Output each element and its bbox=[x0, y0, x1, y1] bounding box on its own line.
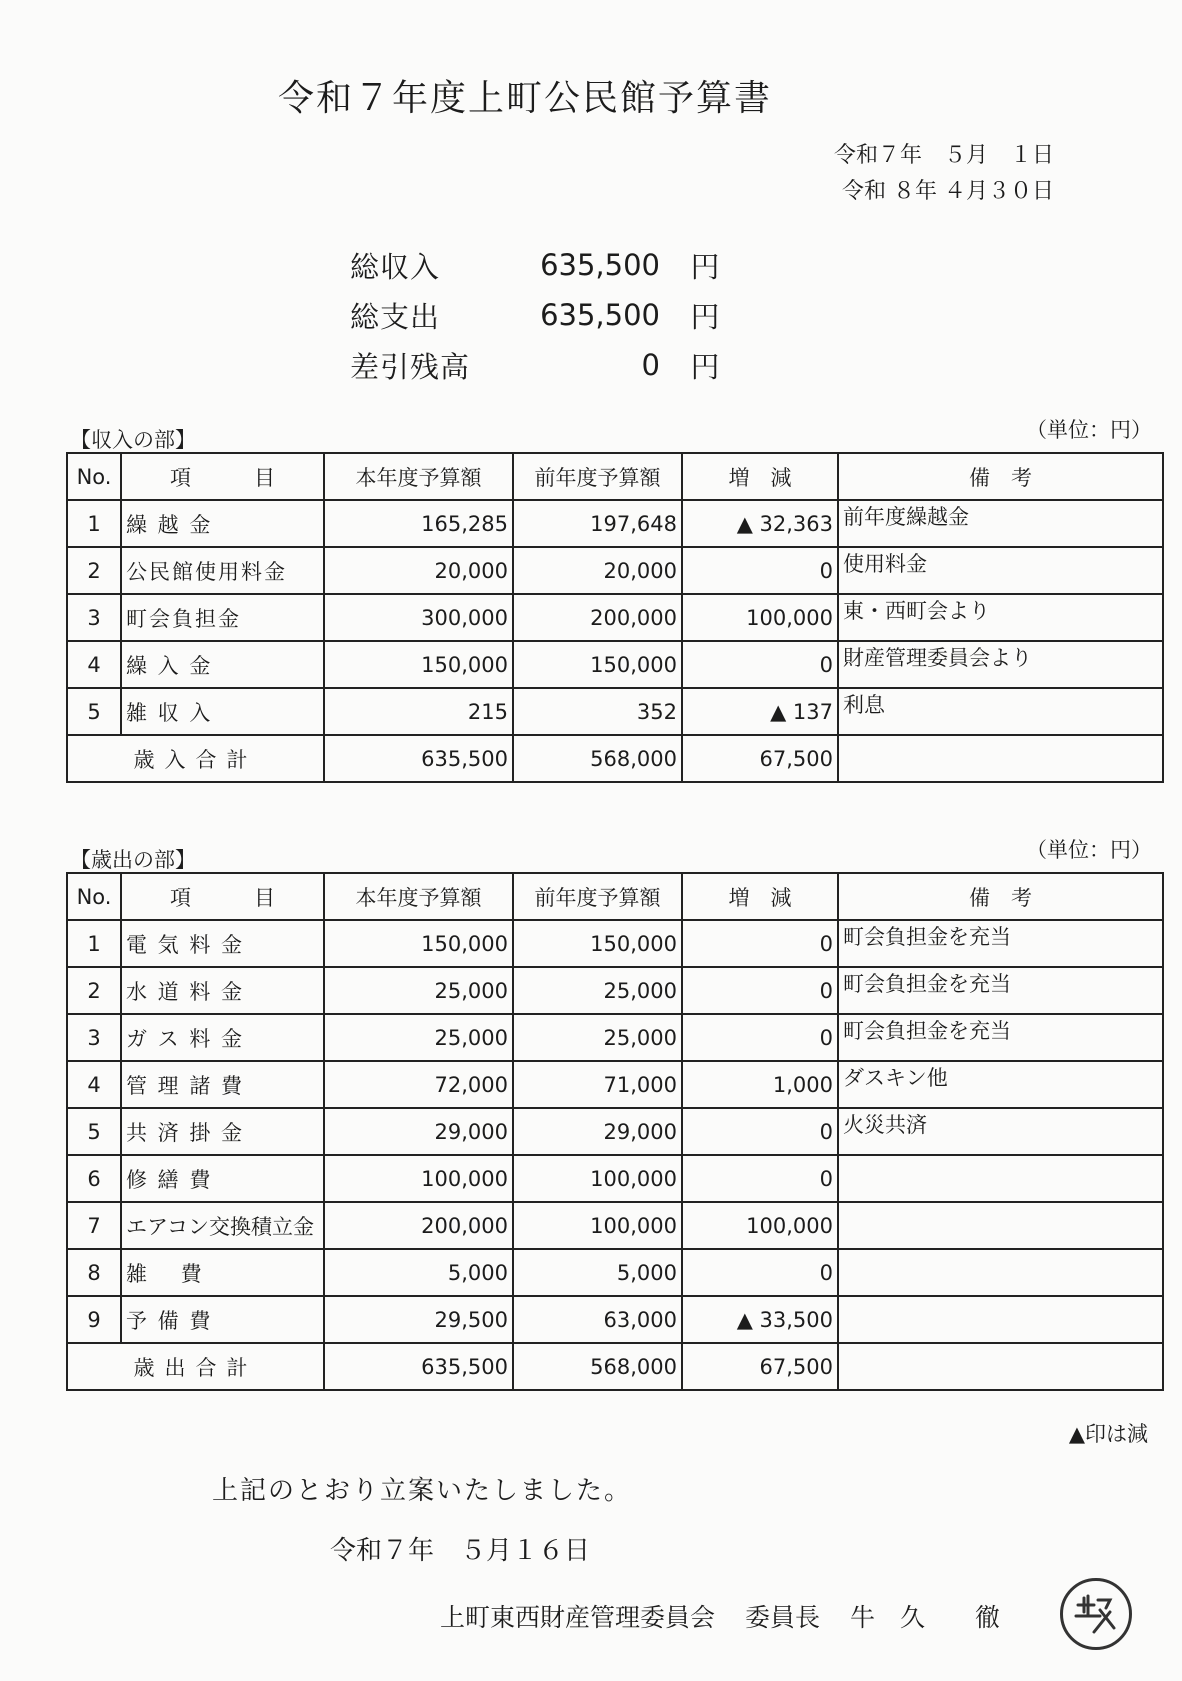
cell-diff: 0 bbox=[682, 920, 838, 967]
cell-item: 水 道 料 金 bbox=[121, 967, 324, 1014]
cell-note: 町会負担金を充当 bbox=[838, 967, 1163, 1014]
summary-row-balance bbox=[350, 340, 750, 390]
cell-no: 4 bbox=[67, 641, 121, 688]
cell-previous: 25,000 bbox=[513, 1014, 682, 1061]
table-row bbox=[67, 1014, 1163, 1061]
cell-previous: 150,000 bbox=[513, 641, 682, 688]
header-note: 備 考 bbox=[838, 453, 1163, 500]
cell-current: 215 bbox=[324, 688, 513, 735]
cell-previous: 200,000 bbox=[513, 594, 682, 641]
cell-note bbox=[838, 1249, 1163, 1296]
table-row bbox=[67, 1296, 1163, 1343]
cell-diff: 100,000 bbox=[682, 594, 838, 641]
signer-block bbox=[440, 1598, 1000, 1634]
budget-summary bbox=[350, 240, 750, 390]
cell-current: 150,000 bbox=[324, 641, 513, 688]
cell-item: 予 備 費 bbox=[121, 1296, 324, 1343]
cell-diff: 0 bbox=[682, 1014, 838, 1061]
expense-table bbox=[66, 872, 1164, 1391]
cell-no: 5 bbox=[67, 688, 121, 735]
cell-previous: 197,648 bbox=[513, 500, 682, 547]
cell-current: 100,000 bbox=[324, 1155, 513, 1202]
total-current: 635,500 bbox=[324, 735, 513, 782]
income-unit-label: （単位：円） bbox=[1026, 418, 1152, 442]
signature-date: 令和７年 ５月１６日 bbox=[330, 1536, 591, 1566]
cell-current: 25,000 bbox=[324, 967, 513, 1014]
seal-glyph-icon bbox=[1070, 1588, 1122, 1640]
cell-previous: 20,000 bbox=[513, 547, 682, 594]
header-item: 項 目 bbox=[121, 873, 324, 920]
cell-note: 前年度繰越金 bbox=[838, 500, 1163, 547]
cell-note: 町会負担金を充当 bbox=[838, 920, 1163, 967]
table-header-row bbox=[67, 873, 1163, 920]
header-current: 本年度予算額 bbox=[324, 453, 513, 500]
cell-previous: 63,000 bbox=[513, 1296, 682, 1343]
cell-previous: 352 bbox=[513, 688, 682, 735]
cell-item: ガ ス 料 金 bbox=[121, 1014, 324, 1061]
cell-previous: 29,000 bbox=[513, 1108, 682, 1155]
signer-role: 委員長 bbox=[745, 1603, 821, 1632]
table-row bbox=[67, 1249, 1163, 1296]
cell-no: 2 bbox=[67, 967, 121, 1014]
cell-note: 使用料金 bbox=[838, 547, 1163, 594]
cell-note bbox=[838, 1155, 1163, 1202]
header-previous: 前年度予算額 bbox=[513, 453, 682, 500]
cell-item: 雑 費 bbox=[121, 1249, 324, 1296]
signer-name: 牛 久 徹 bbox=[850, 1603, 1001, 1632]
cell-diff: 0 bbox=[682, 967, 838, 1014]
table-row bbox=[67, 594, 1163, 641]
cell-diff: 0 bbox=[682, 547, 838, 594]
cell-previous: 100,000 bbox=[513, 1202, 682, 1249]
summary-row-total-income bbox=[350, 240, 750, 290]
closing-text: 上記のとおり立案いたしました。 bbox=[212, 1476, 633, 1506]
header-no: No. bbox=[67, 873, 121, 920]
header-previous: 前年度予算額 bbox=[513, 873, 682, 920]
cell-diff: ▲ 33,500 bbox=[682, 1296, 838, 1343]
cell-no: 2 bbox=[67, 547, 121, 594]
cell-note: ダスキン他 bbox=[838, 1061, 1163, 1108]
table-row bbox=[67, 688, 1163, 735]
cell-no: 7 bbox=[67, 1202, 121, 1249]
total-previous: 568,000 bbox=[513, 735, 682, 782]
cell-current: 165,285 bbox=[324, 500, 513, 547]
cell-no: 5 bbox=[67, 1108, 121, 1155]
summary-row-total-expense bbox=[350, 290, 750, 340]
cell-current: 25,000 bbox=[324, 1014, 513, 1061]
cell-note: 火災共済 bbox=[838, 1108, 1163, 1155]
cell-current: 5,000 bbox=[324, 1249, 513, 1296]
cell-current: 20,000 bbox=[324, 547, 513, 594]
total-label: 歳出合計 bbox=[67, 1343, 324, 1390]
cell-previous: 25,000 bbox=[513, 967, 682, 1014]
total-note bbox=[838, 1343, 1163, 1390]
table-row bbox=[67, 967, 1163, 1014]
expense-section-label: 【歳出の部】 bbox=[70, 848, 196, 872]
cell-item: 繰 入 金 bbox=[121, 641, 324, 688]
table-row bbox=[67, 1108, 1163, 1155]
cell-note bbox=[838, 1202, 1163, 1249]
cell-item: 修 繕 費 bbox=[121, 1155, 324, 1202]
cell-current: 200,000 bbox=[324, 1202, 513, 1249]
cell-current: 150,000 bbox=[324, 920, 513, 967]
cell-note: 財産管理委員会より bbox=[838, 641, 1163, 688]
total-note bbox=[838, 735, 1163, 782]
cell-no: 3 bbox=[67, 594, 121, 641]
summary-unit: 円 bbox=[690, 249, 720, 284]
income-section-label: 【収入の部】 bbox=[70, 428, 196, 452]
summary-value: 635,500 bbox=[540, 248, 660, 282]
personal-seal-stamp bbox=[1060, 1578, 1132, 1650]
header-no: No. bbox=[67, 453, 121, 500]
cell-previous: 71,000 bbox=[513, 1061, 682, 1108]
cell-note: 東・西町会より bbox=[838, 594, 1163, 641]
cell-current: 72,000 bbox=[324, 1061, 513, 1108]
summary-label: 差引残高 bbox=[350, 349, 471, 384]
expense-unit-label: （単位：円） bbox=[1026, 838, 1152, 862]
summary-unit: 円 bbox=[690, 349, 720, 384]
cell-previous: 5,000 bbox=[513, 1249, 682, 1296]
cell-no: 6 bbox=[67, 1155, 121, 1202]
cell-current: 300,000 bbox=[324, 594, 513, 641]
header-note: 備 考 bbox=[838, 873, 1163, 920]
table-row bbox=[67, 641, 1163, 688]
table-header-row bbox=[67, 453, 1163, 500]
cell-note: 町会負担金を充当 bbox=[838, 1014, 1163, 1061]
period-end-date: 令和 ８年 ４月３０日 bbox=[842, 179, 1054, 204]
total-label: 歳入合計 bbox=[67, 735, 324, 782]
cell-diff: 100,000 bbox=[682, 1202, 838, 1249]
header-current: 本年度予算額 bbox=[324, 873, 513, 920]
cell-diff: 0 bbox=[682, 1249, 838, 1296]
cell-current: 29,500 bbox=[324, 1296, 513, 1343]
total-diff: 67,500 bbox=[682, 1343, 838, 1390]
summary-value: 635,500 bbox=[540, 298, 660, 332]
cell-no: 8 bbox=[67, 1249, 121, 1296]
cell-note bbox=[838, 1296, 1163, 1343]
cell-no: 1 bbox=[67, 920, 121, 967]
cell-diff: 0 bbox=[682, 1108, 838, 1155]
document-title: 令和７年度上町公民館予算書 bbox=[278, 78, 773, 119]
table-row bbox=[67, 1202, 1163, 1249]
summary-value: 0 bbox=[641, 348, 660, 382]
table-row bbox=[67, 1155, 1163, 1202]
cell-previous: 150,000 bbox=[513, 920, 682, 967]
signer-organization: 上町東西財産管理委員会 bbox=[440, 1603, 716, 1632]
cell-note: 利息 bbox=[838, 688, 1163, 735]
cell-item: 町会負担金 bbox=[121, 594, 324, 641]
cell-current: 29,000 bbox=[324, 1108, 513, 1155]
cell-previous: 100,000 bbox=[513, 1155, 682, 1202]
header-diff: 増 減 bbox=[682, 453, 838, 500]
cell-item: 公民館使用料金 bbox=[121, 547, 324, 594]
table-row bbox=[67, 920, 1163, 967]
cell-item: エアコン交換積立金 bbox=[121, 1202, 324, 1249]
cell-no: 4 bbox=[67, 1061, 121, 1108]
header-item: 項 目 bbox=[121, 453, 324, 500]
decrease-footnote: ▲印は減 bbox=[1068, 1422, 1148, 1446]
total-row bbox=[67, 1343, 1163, 1390]
cell-item: 管 理 諸 費 bbox=[121, 1061, 324, 1108]
cell-no: 1 bbox=[67, 500, 121, 547]
table-row bbox=[67, 500, 1163, 547]
cell-diff: ▲ 137 bbox=[682, 688, 838, 735]
income-table bbox=[66, 452, 1164, 783]
total-previous: 568,000 bbox=[513, 1343, 682, 1390]
table-row bbox=[67, 547, 1163, 594]
total-row bbox=[67, 735, 1163, 782]
summary-label: 総収入 bbox=[350, 249, 441, 284]
summary-unit: 円 bbox=[690, 299, 720, 334]
total-diff: 67,500 bbox=[682, 735, 838, 782]
cell-item: 共 済 掛 金 bbox=[121, 1108, 324, 1155]
period-start-date: 令和７年 ５月 １日 bbox=[833, 143, 1054, 168]
cell-no: 9 bbox=[67, 1296, 121, 1343]
cell-item: 雑 収 入 bbox=[121, 688, 324, 735]
cell-diff: ▲ 32,363 bbox=[682, 500, 838, 547]
table-row bbox=[67, 1061, 1163, 1108]
cell-no: 3 bbox=[67, 1014, 121, 1061]
header-diff: 増 減 bbox=[682, 873, 838, 920]
cell-diff: 1,000 bbox=[682, 1061, 838, 1108]
cell-item: 電 気 料 金 bbox=[121, 920, 324, 967]
total-current: 635,500 bbox=[324, 1343, 513, 1390]
summary-label: 総支出 bbox=[350, 299, 441, 334]
cell-diff: 0 bbox=[682, 1155, 838, 1202]
cell-item: 繰 越 金 bbox=[121, 500, 324, 547]
cell-diff: 0 bbox=[682, 641, 838, 688]
